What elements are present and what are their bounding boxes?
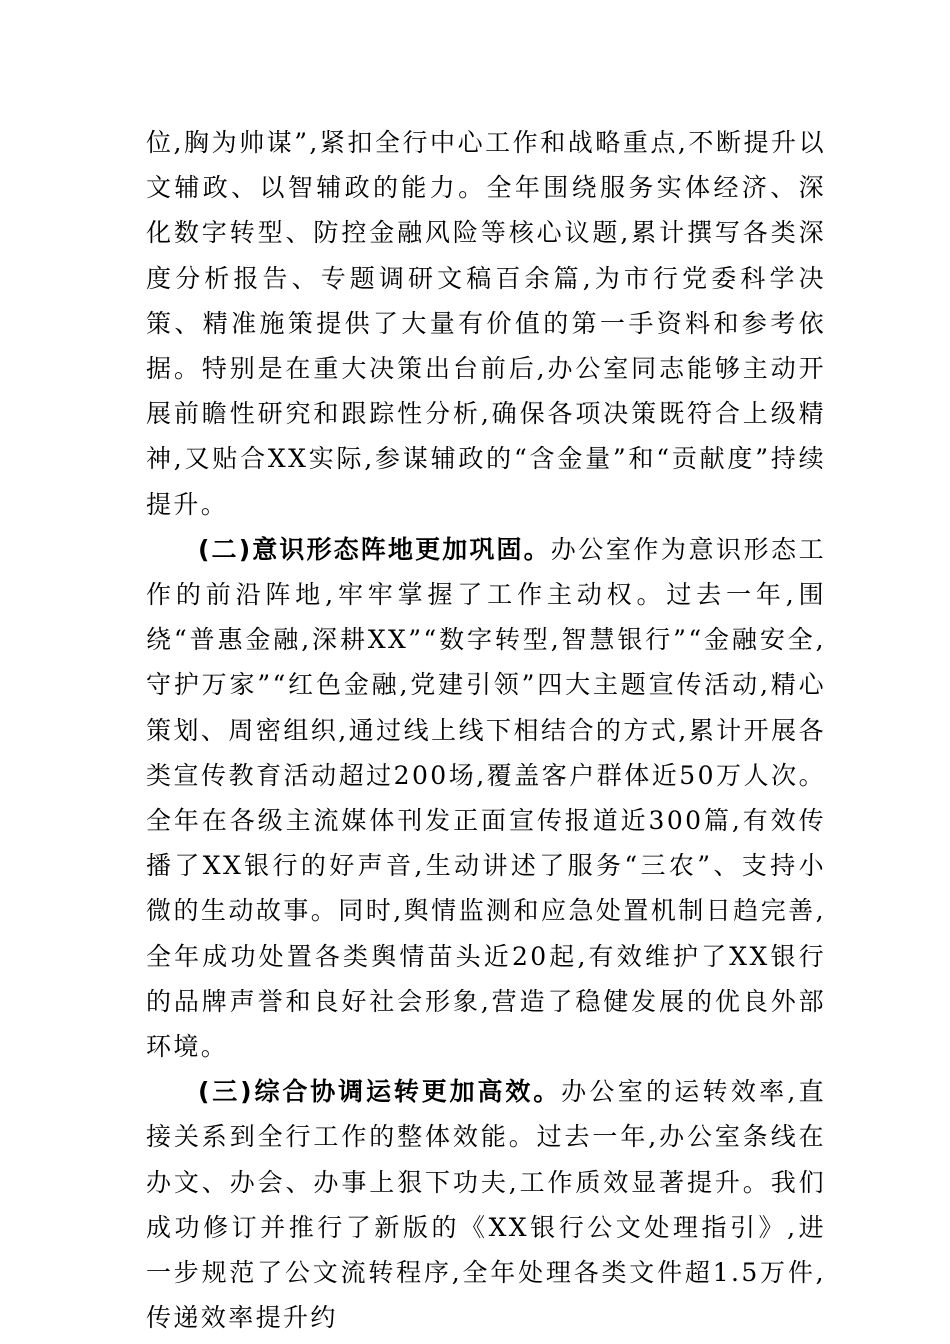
paragraph-body: 位,胸为帅谋”,紧扣全行中心工作和战略重点,不断提升以文辅政、以智辅政的能力。全年围绕服务实体经济、深化数字转型、防控金融风险等核心议题,累计撰写各类深度分析报告、专题调研文稿百余篇,为市行党委科学决策、精准施策提供了大量有价值的第一手资料和参考依据。特别是在重大决策出台前后,办公室同志能够主动开展前瞻性研究和跟踪性分析,确保各项决策既符合上级精神,又贴合XX实际,参谋辅政的“含金量”和“贡献度”持续提升。 <box>146 128 826 519</box>
paragraph-ideology <box>146 527 826 1069</box>
paragraph-coordination <box>146 1069 826 1340</box>
document-page <box>146 120 826 1340</box>
section-heading: (二)意识形态阵地更加巩固。 <box>198 534 551 564</box>
paragraph-continued <box>146 120 826 527</box>
paragraph-body: 办公室的运转效率,直接关系到全行工作的整体效能。过去一年,办公室条线在办文、办会、办事上狠下功夫,工作质效显著提升。我们成功修订并推行了新版的《XX银行公文处理指引》,进一步规范了公文流转程序,全年处理各类文件超1.5万件,传递效率提升约 <box>146 1077 827 1333</box>
paragraph-body: 办公室作为意识形态工作的前沿阵地,牢牢掌握了工作主动权。过去一年,围绕“普惠金融,深耕XX”“数字转型,智慧银行”“金融安全,守护万家”“红色金融,党建引领”四大主题宣传活动,精心策划、周密组织,通过线上线下相结合的方式,累计开展各类宣传教育活动超过200场,覆盖客户群体近50万人次。全年在各级主流媒体刊发正面宣传报道近300篇,有效传播了XX银行的好声音,生动讲述了服务“三农”、支持小微的生动故事。同时,舆情监测和应急处置机制日趋完善,全年成功处置各类舆情苗头近20起,有效维护了XX银行的品牌声誉和良好社会形象,营造了稳健发展的优良外部环境。 <box>146 534 826 1062</box>
section-heading: (三)综合协调运转更加高效。 <box>198 1077 562 1107</box>
